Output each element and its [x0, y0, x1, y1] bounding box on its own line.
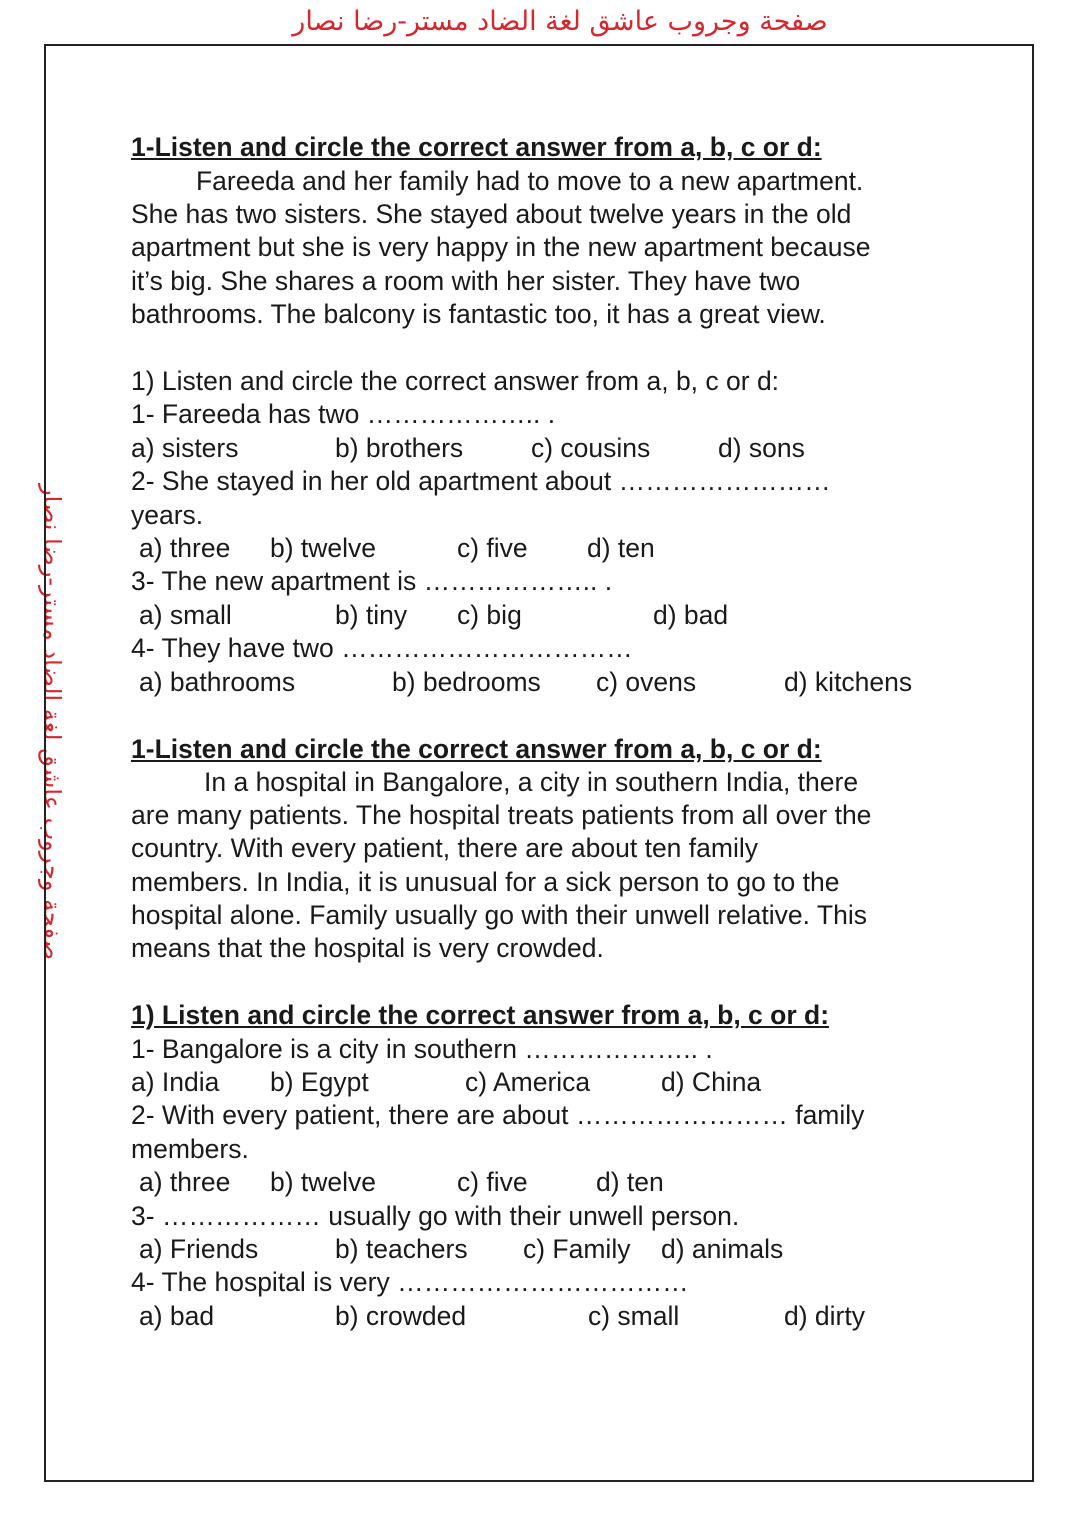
s2-q4-option-b: b) crowded	[335, 1301, 467, 1331]
s2-q3-option-c: c) Family	[523, 1234, 631, 1264]
s1-q2-option-b: b) twelve	[270, 533, 377, 563]
s1-question-2: 2- She stayed in her old apartment about ……………………	[131, 466, 831, 496]
s1-question-2-cont: years.	[131, 500, 204, 530]
s1-question-3: 3- The new apartment is ……………….. .	[131, 566, 613, 596]
s1-q4-option-a: a) bathrooms	[139, 667, 296, 697]
s2-q4-option-a: a) bad	[139, 1301, 215, 1331]
section1-passage-line: Fareeda and her family had to move to a new apartment.	[196, 166, 864, 196]
section2-passage-line: hospital alone. Family usually go with their unwell relative. This	[131, 900, 867, 930]
s1-question-1: 1- Fareeda has two ……………….. .	[131, 399, 556, 429]
s2-q3-option-b: b) teachers	[335, 1234, 468, 1264]
s2-question-1: 1- Bangalore is a city in southern ……………….. .	[131, 1034, 713, 1064]
s1-q4-option-d: d) kitchens	[784, 667, 913, 697]
page-header-arabic	[0, 2, 1080, 42]
section1-heading: 1-Listen and circle the correct answer from a, b, c or d:	[131, 132, 822, 162]
side-watermark-arabic: صفحة وجروب عاشق لغة الضاد مستر-رضا نصار	[38, 484, 66, 960]
s2-q1-option-d: d) China	[661, 1067, 762, 1097]
s2-q4-option-d: d) dirty	[784, 1301, 865, 1331]
s1-q3-option-a: a) small	[139, 600, 232, 630]
s1-q1-option-a: a) sisters	[131, 433, 239, 463]
s1-q2-option-c: c) five	[457, 533, 528, 563]
s1-q1-option-d: d) sons	[718, 433, 805, 463]
s2-q4-option-c: c) small	[588, 1301, 680, 1331]
section1-passage-line: bathrooms. The balcony is fantastic too, it has a great view.	[131, 299, 826, 329]
s1-question-4: 4- They have two ……………………………	[131, 633, 633, 663]
s1-q1-option-b: b) brothers	[335, 433, 464, 463]
section1-instruction: 1) Listen and circle the correct answer from a, b, c or d:	[131, 366, 780, 396]
s2-question-4: 4- The hospital is very ……………………………	[131, 1267, 689, 1297]
s1-q4-option-c: c) ovens	[596, 667, 697, 697]
section2-instruction: 1) Listen and circle the correct answer from a, b, c or d:	[131, 1000, 830, 1030]
section1-passage-line: it’s big. She shares a room with her sister. They have two	[131, 266, 801, 296]
section2-passage-line: In a hospital in Bangalore, a city in southern India, there	[204, 767, 859, 797]
s2-q3-option-a: a) Friends	[139, 1234, 259, 1264]
s1-q3-option-c: c) big	[457, 600, 522, 630]
s2-q1-option-b: b) Egypt	[270, 1067, 369, 1097]
s2-question-2-cont: members.	[131, 1134, 249, 1164]
s1-q3-option-d: d) bad	[653, 600, 729, 630]
s2-question-3: 3- ……………… usually go with their unwell person.	[131, 1201, 740, 1231]
s2-question-2: 2- With every patient, there are about …………………… family	[131, 1100, 865, 1130]
s1-q2-option-a: a) three	[139, 533, 231, 563]
section2-passage-line: members. In India, it is unusual for a sick person to go to the	[131, 867, 840, 897]
s1-q2-option-d: d) ten	[587, 533, 655, 563]
section2-passage-line: are many patients. The hospital treats patients from all over the	[131, 800, 872, 830]
section1-passage-line: She has two sisters. She stayed about twelve years in the old	[131, 199, 852, 229]
section1-passage-line: apartment but she is very happy in the new apartment because	[131, 232, 871, 262]
s1-q3-option-b: b) tiny	[335, 600, 408, 630]
s2-q1-option-a: a) India	[131, 1067, 220, 1097]
section2-passage-line: country. With every patient, there are about ten family	[131, 833, 758, 863]
section2-passage-line: means that the hospital is very crowded.	[131, 933, 604, 963]
s2-q2-option-a: a) three	[139, 1167, 231, 1197]
header-title: صفحة وجروب عاشق لغة الضاد مستر-رضا نصار	[292, 6, 828, 37]
s2-q2-option-c: c) five	[457, 1167, 528, 1197]
section2-heading: 1-Listen and circle the correct answer from a, b, c or d:	[131, 734, 822, 764]
s2-q2-option-b: b) twelve	[270, 1167, 377, 1197]
s2-q2-option-d: d) ten	[596, 1167, 664, 1197]
s2-q3-option-d: d) animals	[661, 1234, 784, 1264]
s1-q4-option-b: b) bedrooms	[392, 667, 541, 697]
s1-q1-option-c: c) cousins	[531, 433, 651, 463]
s2-q1-option-c: c) America	[465, 1067, 591, 1097]
